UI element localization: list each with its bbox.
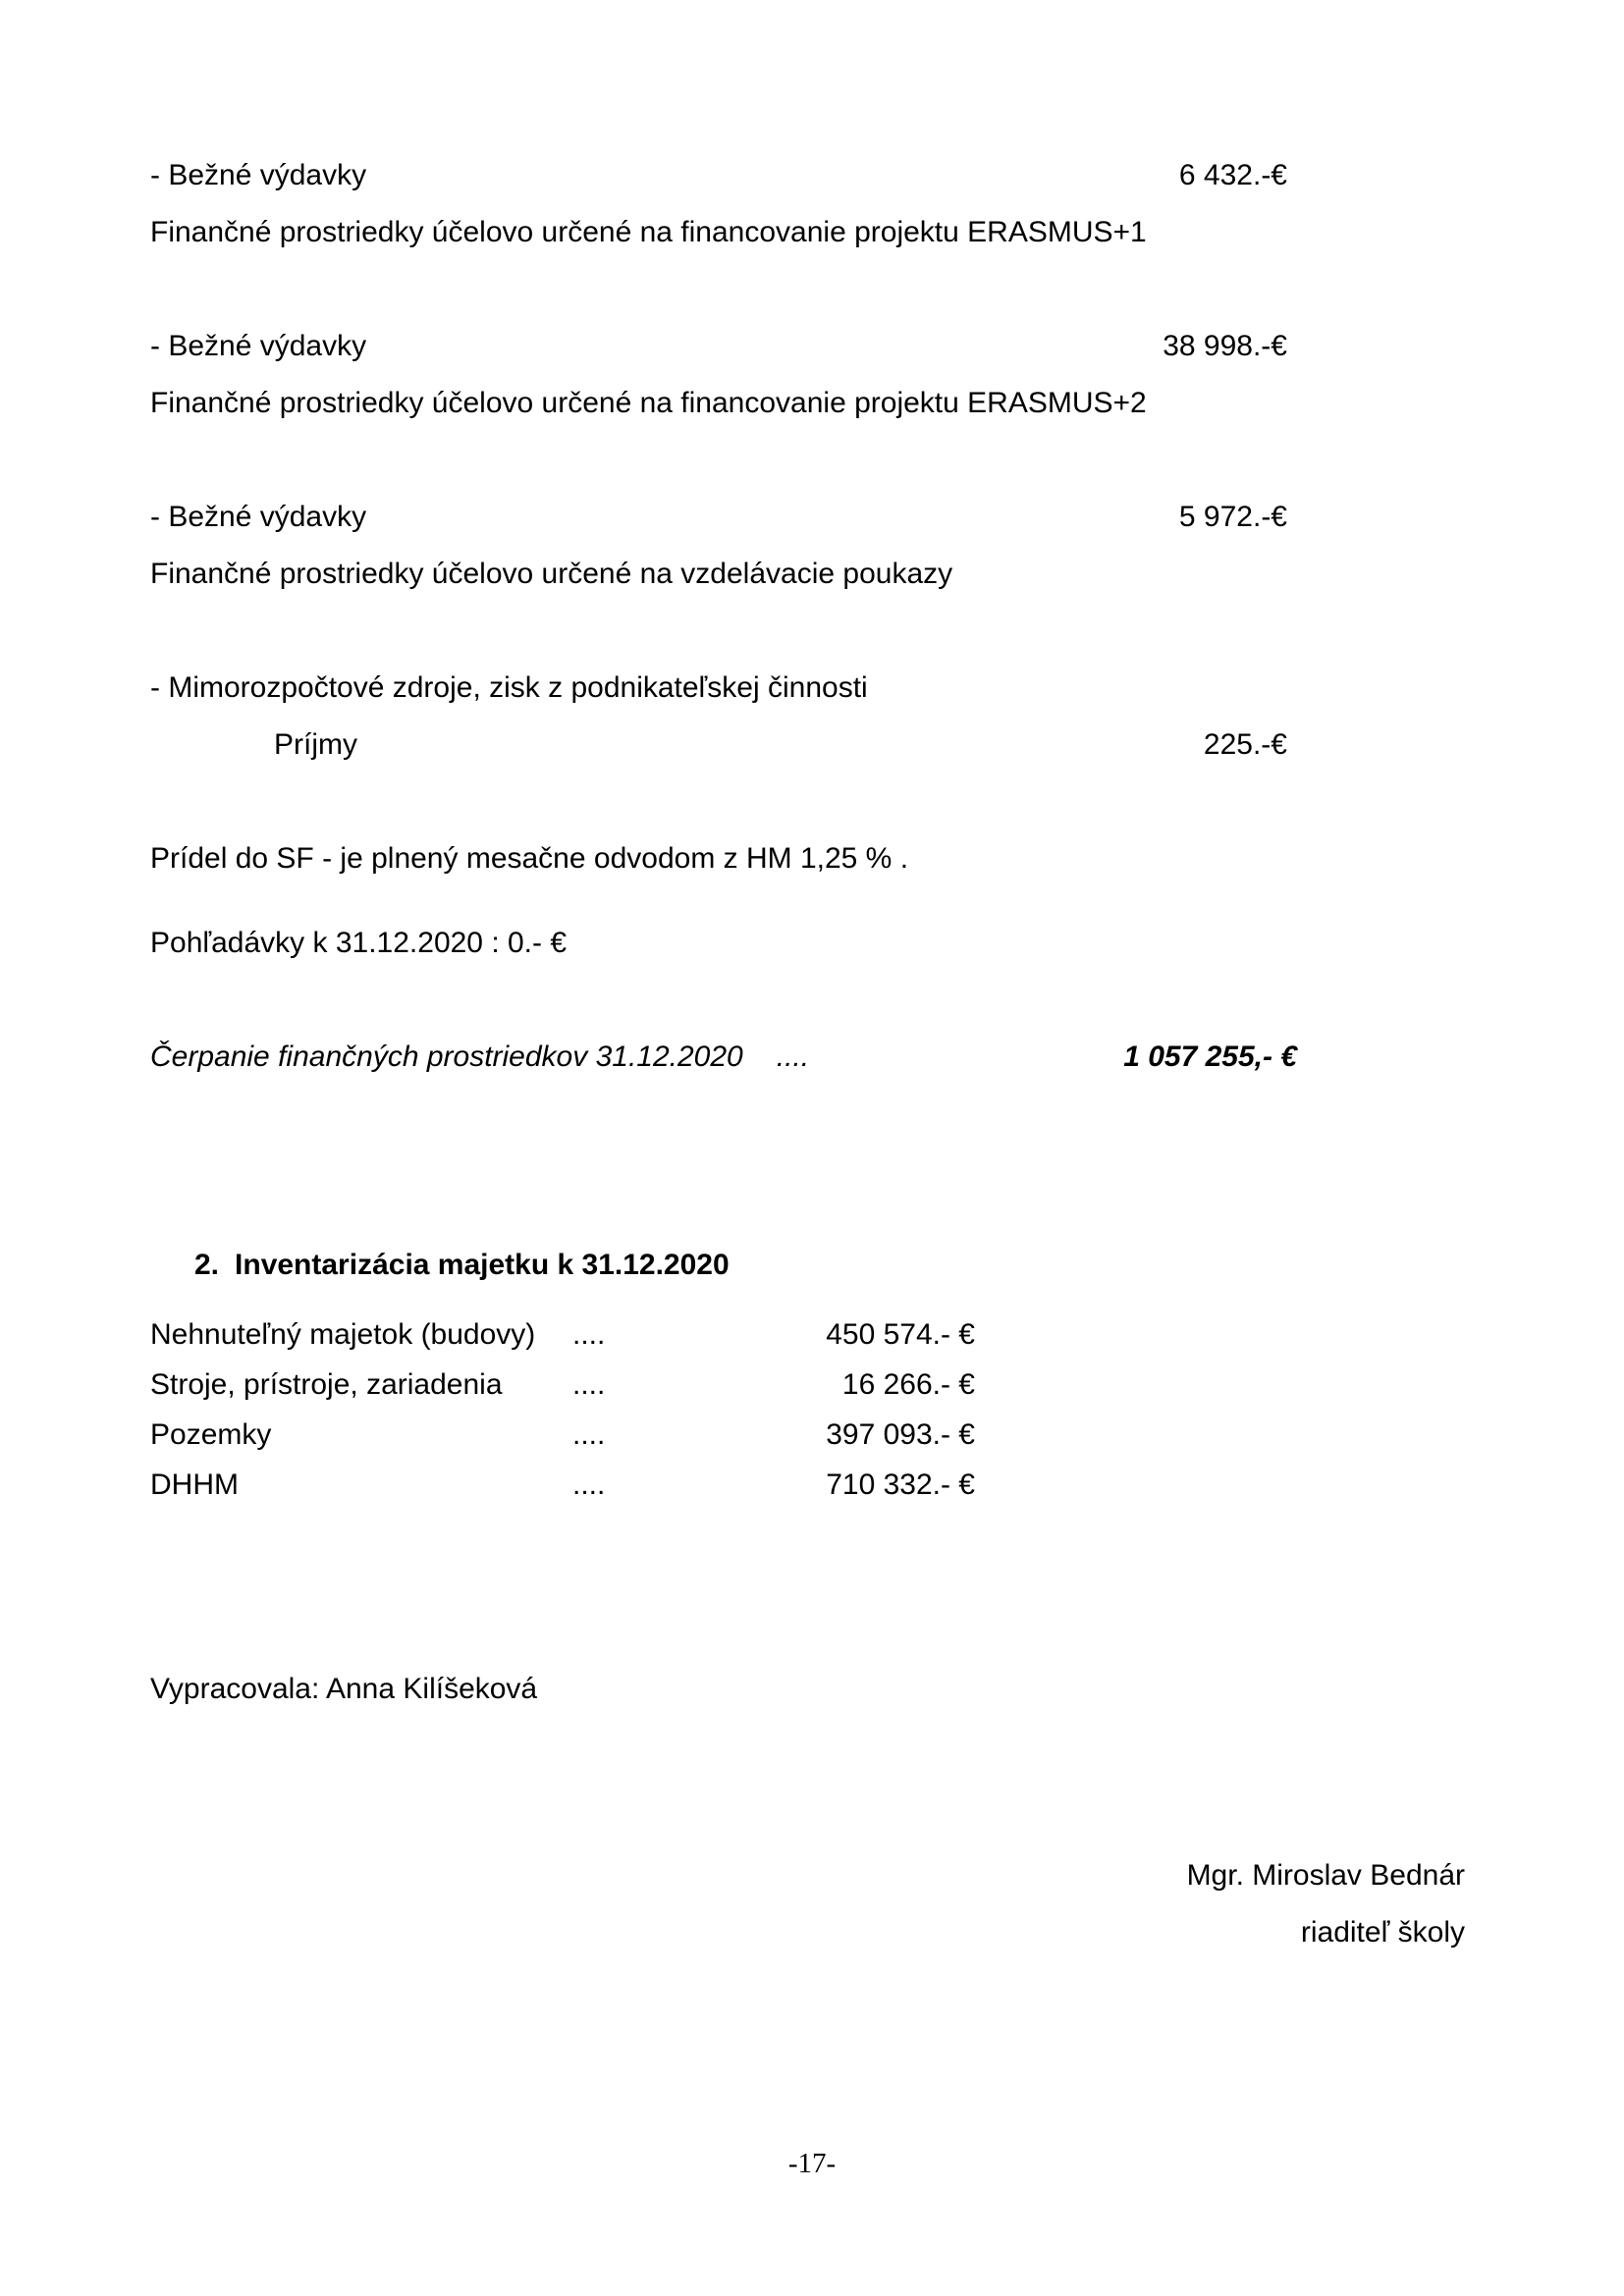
receivables-note: Pohľadávky k 31.12.2020 : 0.- € bbox=[150, 927, 568, 959]
inventory-item-dots: .... bbox=[572, 1318, 606, 1351]
inventory-item-dots: .... bbox=[572, 1468, 606, 1501]
total-dots: .... bbox=[776, 1041, 810, 1073]
document-body bbox=[150, 0, 1446, 1718]
total-drawdown-row bbox=[150, 1029, 1446, 1086]
big-gap bbox=[150, 1604, 1446, 1661]
prepared-by-line: Vypracovala: Anna Kilíšeková bbox=[150, 1673, 538, 1705]
top-margin-spacer bbox=[150, 0, 1446, 147]
inventory-item-value: 450 574.- € bbox=[826, 1318, 975, 1351]
inventory-section-heading bbox=[150, 1237, 1446, 1294]
section-gap bbox=[150, 774, 1446, 830]
expense-label: - Bežné výdavky bbox=[150, 159, 367, 191]
table-row bbox=[150, 1360, 975, 1410]
table-row bbox=[150, 1460, 975, 1510]
extrabudget-income-row bbox=[150, 717, 1446, 774]
table-row bbox=[150, 1410, 975, 1460]
total-amount: 1 057 255,- € bbox=[1123, 1041, 1297, 1073]
page-number: -17- bbox=[787, 2148, 837, 2179]
extrabudget-heading: - Mimorozpočtové zdroje, zisk z podnikateľskej činnosti bbox=[150, 671, 868, 704]
total-label: Čerpanie finančných prostriedkov 31.12.2020 bbox=[150, 1041, 743, 1073]
funding-entry-expense-row bbox=[150, 147, 1446, 204]
funding-entry-expense-row bbox=[150, 318, 1446, 375]
expense-amount: 5 972.-€ bbox=[1178, 501, 1287, 533]
inventory-item-name: Stroje, prístroje, zariadenia bbox=[150, 1368, 503, 1401]
entry-gap bbox=[150, 261, 1446, 318]
signature-name: Mgr. Miroslav Bednár bbox=[1186, 1859, 1465, 1892]
expense-label: - Bežné výdavky bbox=[150, 501, 367, 533]
big-gap bbox=[150, 1180, 1446, 1237]
expense-label: - Bežné výdavky bbox=[150, 330, 367, 362]
expense-amount: 6 432.-€ bbox=[1178, 159, 1287, 191]
signature-block bbox=[1187, 1847, 1465, 1961]
section-gap bbox=[150, 603, 1446, 660]
inventory-item-value: 710 332.- € bbox=[826, 1468, 975, 1501]
social-fund-note: Prídel do SF - je plnený mesačne odvodom z HM 1,25 % . bbox=[150, 842, 909, 875]
inventory-table bbox=[150, 1309, 975, 1510]
note-gap bbox=[150, 972, 1446, 1029]
inventory-item-value: 16 266.- € bbox=[841, 1368, 975, 1401]
inventory-item-value: 397 093.- € bbox=[826, 1418, 975, 1451]
inventory-item-dots: .... bbox=[572, 1418, 606, 1451]
inventory-item-name: Pozemky bbox=[150, 1418, 272, 1451]
inventory-item-name: DHHM bbox=[150, 1468, 239, 1501]
funding-entry-description: Finančné prostriedky účelovo určené na financovanie projektu ERASMUS+1 bbox=[150, 216, 1147, 248]
signature-title: riaditeľ školy bbox=[1300, 1916, 1465, 1949]
entry-gap bbox=[150, 432, 1446, 489]
income-amount: 225.-€ bbox=[1203, 728, 1287, 761]
inventory-section-title: Inventarizácia majetku k 31.12.2020 bbox=[235, 1249, 730, 1281]
income-label: Príjmy bbox=[274, 728, 357, 761]
expense-amount: 38 998.-€ bbox=[1163, 330, 1287, 362]
inventory-item-dots: .... bbox=[572, 1368, 606, 1401]
funding-entry-expense-row bbox=[150, 489, 1446, 546]
table-row bbox=[150, 1309, 975, 1360]
funding-entry-description: Finančné prostriedky účelovo určené na vzdelávacie poukazy bbox=[150, 558, 953, 590]
funding-entry-description: Finančné prostriedky účelovo určené na financovanie projektu ERASMUS+2 bbox=[150, 387, 1147, 419]
big-gap bbox=[150, 1510, 1446, 1604]
big-gap bbox=[150, 1086, 1446, 1180]
inventory-section-number: 2. bbox=[194, 1249, 220, 1281]
inventory-item-name: Nehnuteľný majetok (budovy) bbox=[150, 1318, 536, 1351]
note-gap bbox=[150, 887, 1446, 915]
